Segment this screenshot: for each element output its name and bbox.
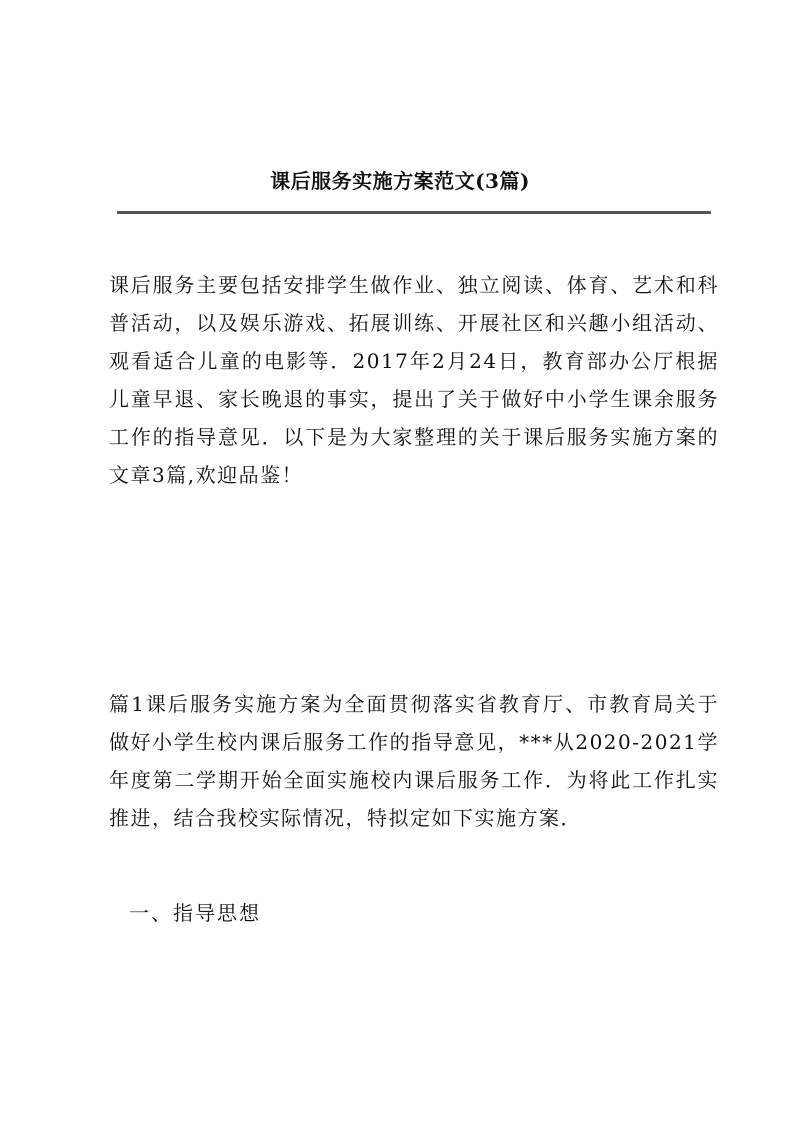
intro-paragraph: 课后服务主要包括安排学生做作业、独立阅读、体育、艺术和科普活动，以及娱乐游戏、拓展训练、开展社区和兴趣小组活动、观看适合儿童的电影等．2017年2月24日，教育部办公厅根据儿童早退、家长晚退的事实，提出了关于做好中小学生课余服务工作的指导意见．以下是为大家整理的关于课后服务实施方案的文章3篇,欢迎品鉴！ xyxy=(109,273,719,487)
document-title: 课后服务实施方案范文(3篇) xyxy=(270,169,530,193)
title-divider xyxy=(117,211,711,214)
section1-paragraph: 篇1课后服务实施方案为全面贯彻落实省教育厅、市教育局关于做好小学生校内课后服务工作的指导意见，***从2020-2021学年度第二学期开始全面实施校内课后服务工作．为将此工作扎实推进，结合我校实际情况，特拟定如下实施方案． xyxy=(109,692,719,830)
section-heading-guiding-thought: 一、指导思想 xyxy=(129,901,261,925)
